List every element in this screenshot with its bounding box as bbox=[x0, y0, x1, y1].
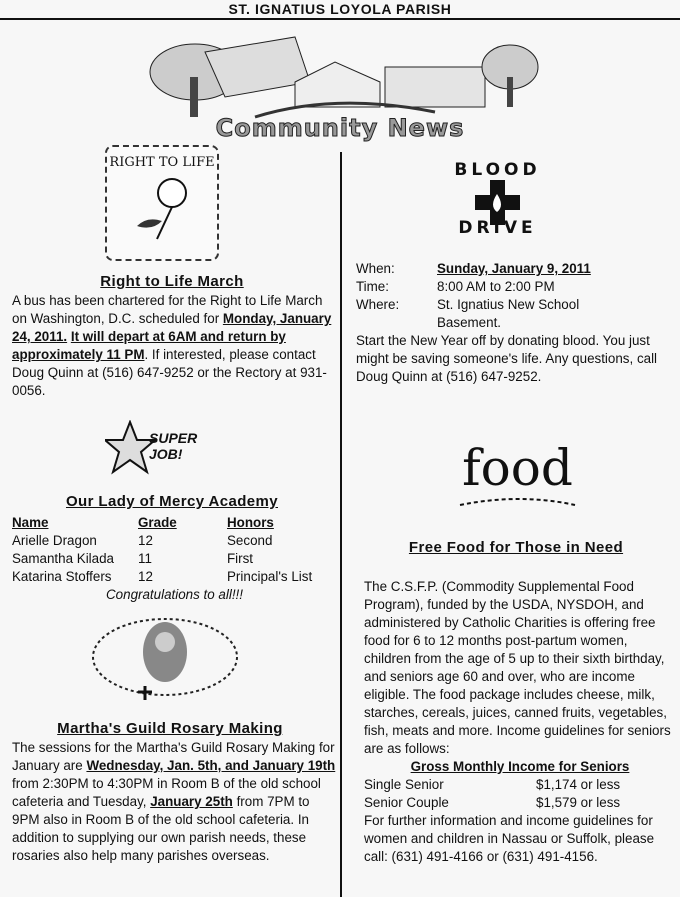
free-food-body bbox=[364, 578, 676, 866]
income-value: $1,174 or less bbox=[536, 777, 621, 792]
title-divider bbox=[0, 18, 680, 20]
academy-heading: Our Lady of Mercy Academy bbox=[65, 493, 278, 510]
student-name: Arielle Dragon bbox=[12, 533, 97, 548]
income-value: $1,579 or less bbox=[536, 795, 621, 810]
student-honors: First bbox=[227, 551, 254, 566]
right-to-life-logo bbox=[105, 145, 219, 261]
masthead-title: Community News bbox=[215, 114, 465, 142]
student-name: Samantha Kilada bbox=[12, 551, 114, 566]
body-text: The sessions for the Martha's Guild Rosary Making for January are bbox=[12, 740, 335, 773]
honors-table bbox=[12, 514, 337, 604]
right-to-life-logo-text: RIGHT TO LIFE bbox=[109, 155, 215, 170]
body-text: from 7PM to 9PM also in Room B of the old school cafeteria. In addition to supplying our own parish needs, these rosaries also help many parishes overseas. bbox=[12, 794, 310, 863]
right-to-life-body bbox=[12, 292, 337, 400]
session-date: January 25th bbox=[150, 794, 233, 809]
community-news-masthead bbox=[135, 22, 545, 140]
student-grade: 11 bbox=[138, 551, 152, 566]
rosary-body bbox=[12, 739, 337, 865]
detail-label: When: bbox=[356, 261, 395, 276]
rosary-heading: Martha's Guild Rosary Making bbox=[57, 720, 283, 737]
student-honors: Principal's List bbox=[227, 569, 313, 584]
column-divider bbox=[340, 152, 342, 897]
blood-drive-body: Start the New Year off by donating blood. You just might be saving someone's life. Any questions, call Doug Quinn at (516) 647-9252. bbox=[356, 333, 658, 384]
student-honors: Second bbox=[227, 533, 273, 548]
income-label: Single Senior bbox=[364, 777, 444, 792]
table-header bbox=[12, 514, 337, 532]
detail-value: 8:00 AM to 2:00 PM bbox=[437, 279, 555, 294]
rosary-icon bbox=[88, 612, 243, 707]
income-label: Senior Couple bbox=[364, 795, 449, 810]
march-date: Monday, January 24, 2011. bbox=[12, 311, 332, 344]
student-grade: 12 bbox=[138, 533, 153, 548]
income-heading: Gross Monthly Income for Seniors bbox=[410, 759, 630, 774]
food-logo bbox=[455, 420, 580, 515]
right-to-life-heading: Right to Life March bbox=[100, 273, 244, 290]
departure-time: It will depart at 6AM and return by approximately 11 PM bbox=[12, 329, 286, 362]
detail-value: St. Ignatius New School Basement. bbox=[437, 297, 580, 330]
income-row bbox=[364, 776, 676, 794]
income-row bbox=[364, 794, 676, 812]
blood-drive-details bbox=[356, 260, 676, 386]
food-program-text: The C.S.F.P. (Commodity Supplemental Food Program), funded by the USDA, NYSDOH, and administered by Catholic Charities is offering free food for 6 to 12 months post-partum women, children from the age of 5 up to their sixth birthday, and seniors age 60 and over, who are income eligible. The food package includes cheese, milk, starches, cereals, juices, canned fruits, vegetables, fish, meats and more. Income guidelines for seniors are as follows: bbox=[364, 579, 671, 756]
session-dates: Wednesday, Jan. 5th, and January 19th bbox=[86, 758, 336, 773]
food-logo-text: food bbox=[462, 439, 573, 497]
rosary-image bbox=[88, 612, 243, 707]
free-food-heading: Free Food for Those in Need bbox=[408, 539, 624, 556]
student-grade: 12 bbox=[138, 569, 153, 584]
column-honors: Honors bbox=[227, 515, 274, 530]
blood-logo-text: BLOOD bbox=[454, 160, 541, 180]
detail-row bbox=[356, 296, 676, 332]
super-job-logo bbox=[105, 420, 210, 478]
detail-row bbox=[356, 260, 676, 278]
food-footer-text: For further information and income guidelines for women and children in Nassau or Suffolk, please call: (631) 491-4166 or (631) 491-4156. bbox=[364, 813, 655, 864]
rose-icon bbox=[107, 171, 217, 241]
body-text: . If interested, please contact Doug Quinn at (516) 647-9252 or the Rectory at 931-0056. bbox=[12, 347, 327, 398]
detail-row bbox=[356, 278, 676, 296]
detail-value: Sunday, January 9, 2011 bbox=[437, 261, 591, 276]
table-row bbox=[12, 532, 337, 550]
drive-logo-text: DRIVE bbox=[458, 218, 537, 238]
column-name: Name bbox=[12, 515, 49, 530]
crops-icon bbox=[455, 495, 580, 515]
detail-label: Time: bbox=[356, 279, 389, 294]
table-row bbox=[12, 568, 337, 586]
super-job-text: SUPER JOB! bbox=[149, 430, 198, 462]
body-text: A bus has been chartered for the Right to Life March on Washington, D.C. scheduled for bbox=[12, 293, 323, 326]
student-name: Katarina Stoffers bbox=[12, 569, 112, 584]
parish-title: ST. IGNATIUS LOYOLA PARISH bbox=[228, 1, 452, 17]
blood-drive-logo bbox=[430, 158, 565, 243]
column-grade: Grade bbox=[138, 515, 177, 530]
congratulations-text: Congratulations to all!!! bbox=[106, 587, 243, 602]
body-text: from 2:30PM to 4:30PM in Room B of the old school cafeteria and Tuesday, bbox=[12, 776, 321, 809]
detail-label: Where: bbox=[356, 297, 400, 312]
table-row bbox=[12, 550, 337, 568]
